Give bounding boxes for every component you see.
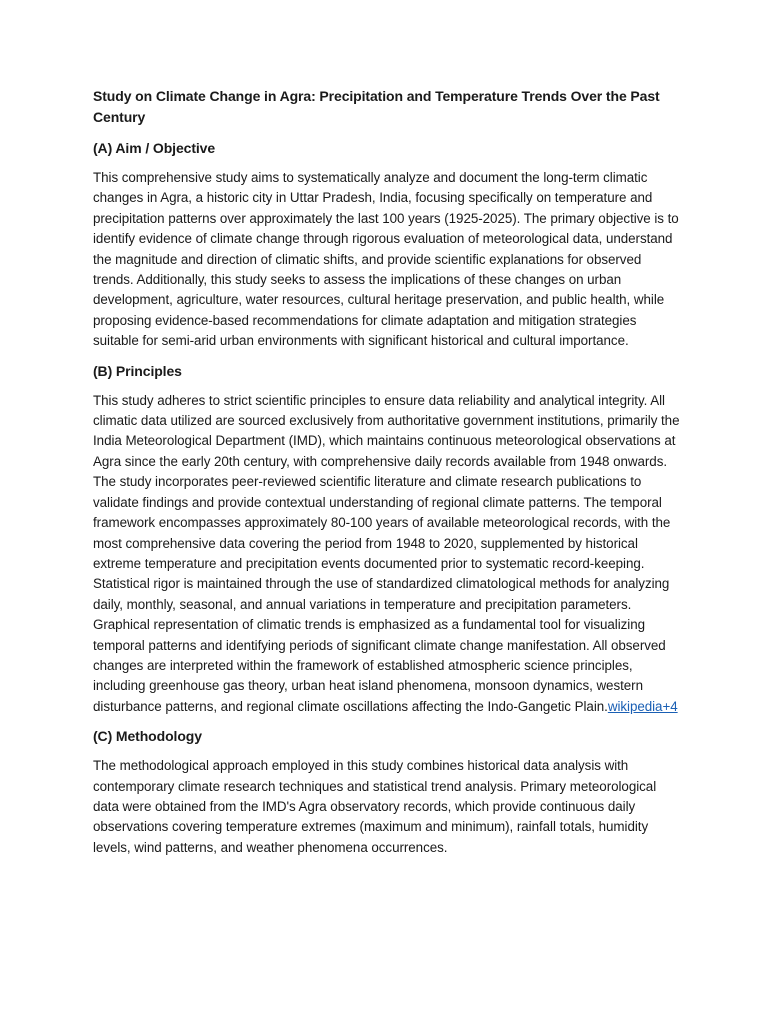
section-paragraph-methodology: The methodological approach employed in this study combines historical data analysis with contemporary climate research techniques and statistical trend analysis. Primary meteorological data were obtained from the IMD's Agra observatory records, which provide continuous daily observations covering temperature extremes (maximum and minimum), rainfall totals, humidity levels, wind patterns, and weather phenomena occurrences. <box>93 758 657 855</box>
document-title: Study on Climate Change in Agra: Precipitation and Temperature Trends Over the Past Century <box>93 88 660 125</box>
principles-text: This study adheres to strict scientific principles to ensure data reliability and analytical integrity. All climatic data utilized are sourced exclusively from authoritative government institutions, primarily the India Meteorological Department (IMD), which maintains continuous meteorological observations at Agra since the early 20th century, with comprehensive daily records available from 1948 onwards. The study incorporates peer-reviewed scientific literature and climate research publications to validate findings and provide contextual understanding of regional climate patterns. The temporal framework encompasses approximately 80-100 years of available meteorological records, with the most comprehensive data covering the period from 1948 to 2020, supplemented by historical extreme temperature and precipitation events documented prior to systematic record-keeping. Statistical rigor is maintained through the use of standardized climatological methods for analyzing daily, monthly, seasonal, and annual variations in temperature and precipitation parameters. Graphical representation of climatic trends is emphasized as a fundamental tool for visualizing temporal patterns and identifying periods of significant climate change manifestation. All observed changes are interpreted within the framework of established atmospheric science principles, including greenhouse gas theory, urban heat island phenomena, monsoon dynamics, western disturbance patterns, and regional climate oscillations affecting the Indo-Gangetic Plain. <box>93 392 680 714</box>
section-paragraph-principles <box>93 391 683 718</box>
section-heading-methodology: (C) Methodology <box>93 728 202 745</box>
section-paragraph-aim: This comprehensive study aims to systematically analyze and document the long-term climatic changes in Agra, a historic city in Uttar Pradesh, India, focusing specifically on temperature and precipitation patterns over approximately the last 100 years (1925-2025). The primary objective is to identify evidence of climate change through rigorous evaluation of meteorological data, understand the magnitude and direction of climatic shifts, and provide scientific explanations for observed trends. Additionally, this study seeks to assess the implications of these changes on urban development, agriculture, water resources, cultural heritage preservation, and public health, while proposing evidence-based recommendations for climate adaptation and mitigation strategies suitable for semi-arid urban environments with significant historical and cultural importance. <box>93 170 679 349</box>
section-heading-principles: (B) Principles <box>93 362 182 379</box>
section-heading-aim: (A) Aim / Objective <box>93 140 216 156</box>
document-page <box>93 86 683 867</box>
source-link[interactable]: wikipedia+4 <box>607 698 678 714</box>
